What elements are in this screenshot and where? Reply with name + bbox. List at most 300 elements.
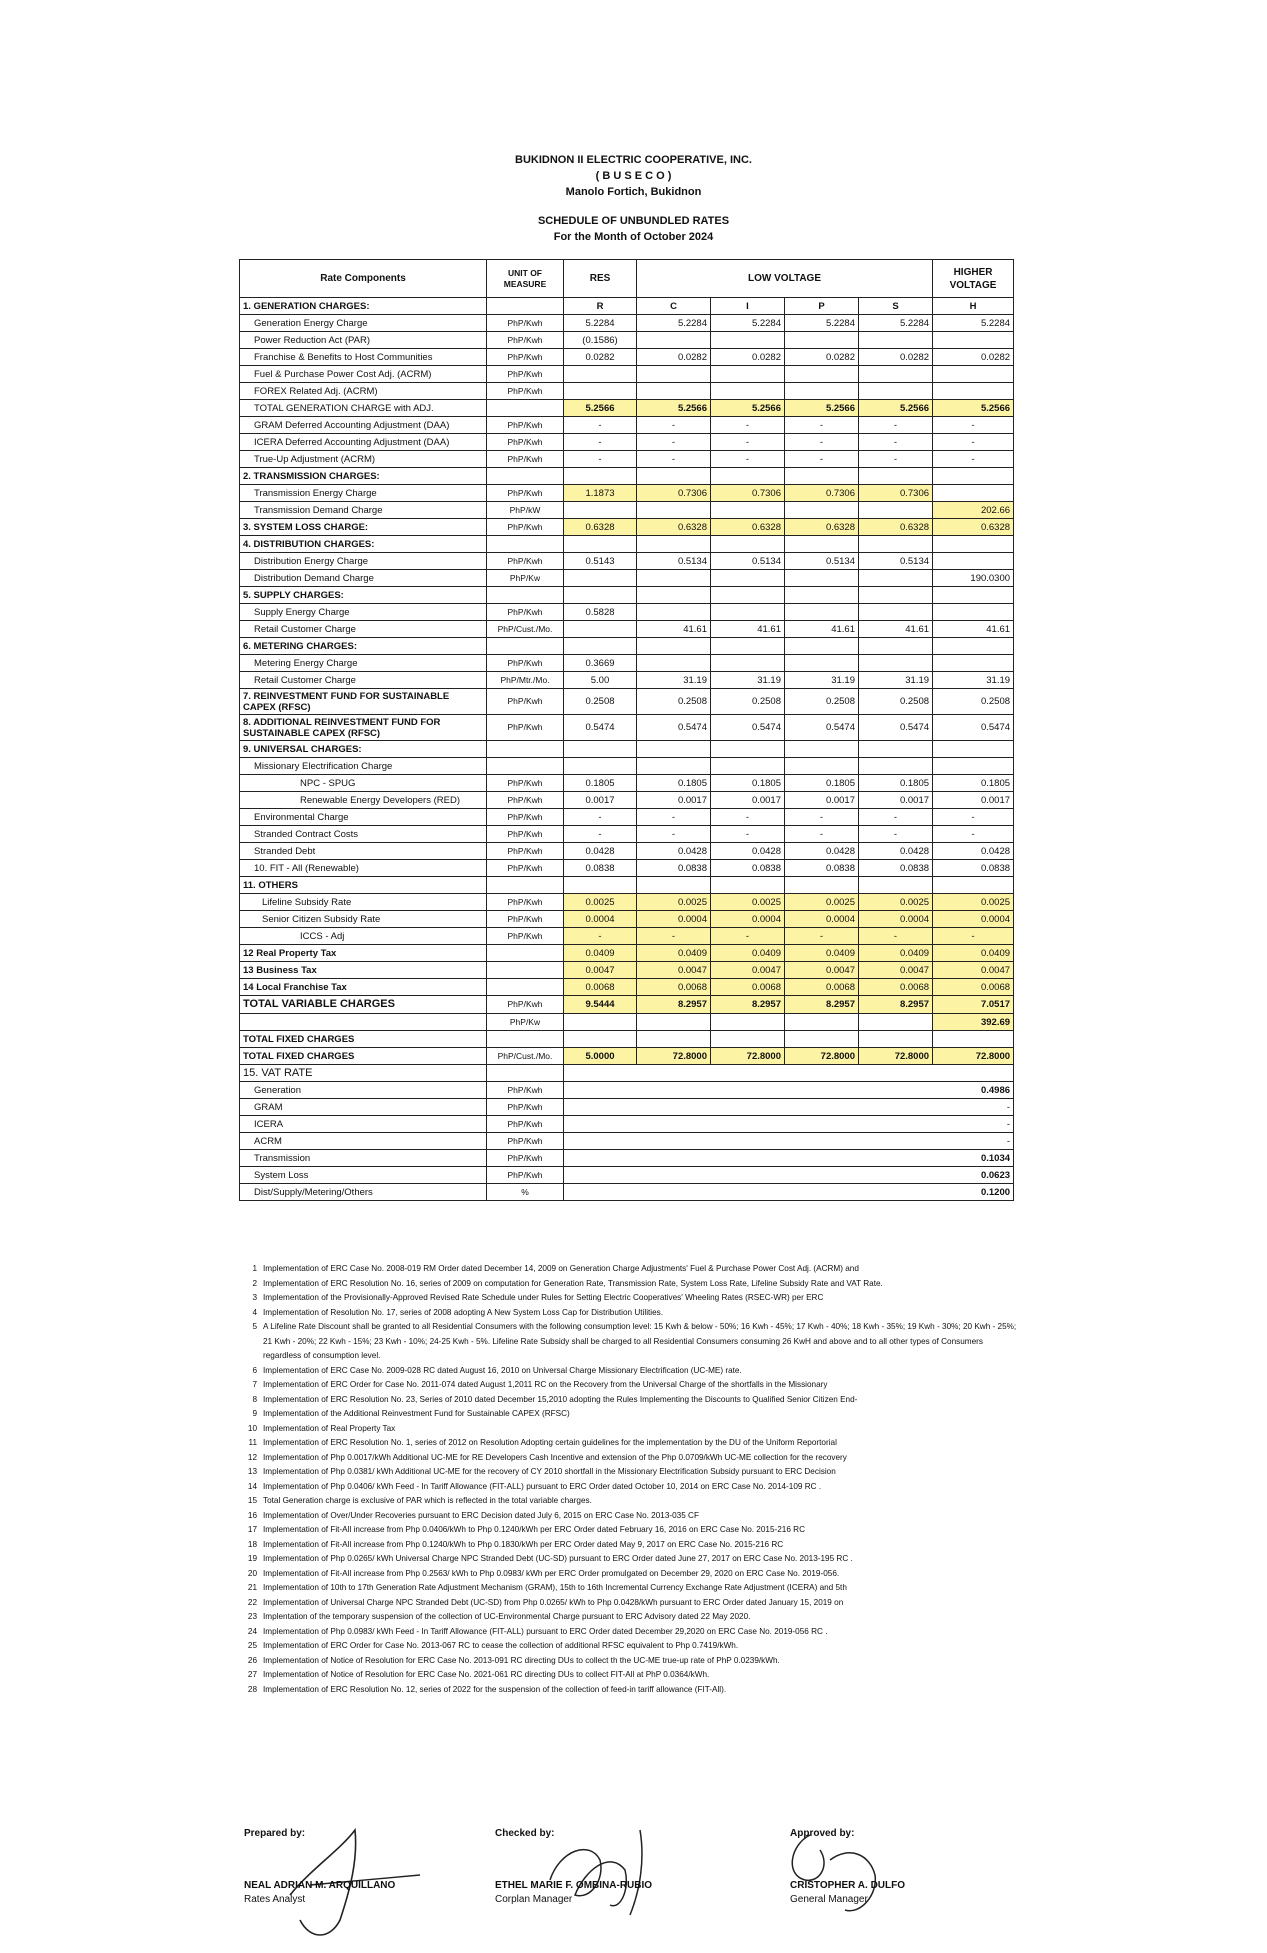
footnote-text: Implementation of ERC Order for Case No. 2013-067 RC to cease the collection of additional RFSC equivalent to Php 0.7419/kWh.: [263, 1641, 739, 1650]
rate-value: [637, 502, 711, 519]
footnote-text: Implementation of ERC Case No. 2009-028 RC dated August 16, 2010 on Universal Charge Missionary Electrification (UC-ME) rate.: [263, 1365, 742, 1375]
prepared-by-title: Rates Analyst: [244, 1894, 306, 1905]
rate-value: 0.0428: [859, 843, 933, 860]
footnote-text: Implementation of ERC Order for Case No. 2011-074 dated August 1,2011 RC on the Recovery from the Universal Charge of the shortfalls in the Missionary: [263, 1380, 828, 1389]
rate-value: 392.69: [933, 1014, 1014, 1031]
rate-value: S: [859, 298, 933, 315]
footnote-item: [239, 1509, 1019, 1524]
rate-component-label: 5. SUPPLY CHARGES:: [240, 587, 487, 604]
rate-value: 5.2566: [785, 400, 859, 417]
rate-value: 0.2508: [859, 689, 933, 715]
rate-value: [933, 758, 1014, 775]
rate-value: 7.0517: [933, 996, 1014, 1014]
rate-value: 0.0047: [933, 962, 1014, 979]
rate-value: -: [859, 826, 933, 843]
rate-component-label: 15. VAT RATE: [240, 1065, 487, 1082]
rate-value: 0.5134: [859, 553, 933, 570]
empty-cell: [859, 536, 933, 553]
unit-of-measure: PhP/Kwh: [487, 792, 564, 809]
footnote-text: Implementation of Php 0.0406/ kWh Feed - In Tariff Allowance (FIT-ALL) pursuant to ERC Order dated October 10, 2014 on ERC Case No. 2014-109 RC .: [263, 1481, 822, 1491]
rate-value: [564, 570, 637, 587]
rate-value: 0.5134: [711, 553, 785, 570]
rate-value: -: [785, 451, 859, 468]
footnote-text: Implentation of the temporary suspension of the collection of UC-Environmental Charge pursuant to ERC Advisory dated 22 May 2020.: [263, 1612, 751, 1621]
footnote-item: [239, 1625, 1019, 1640]
empty-cell: [637, 536, 711, 553]
rate-value: 31.19: [859, 672, 933, 689]
rate-value: 0.0004: [711, 911, 785, 928]
rate-value: 31.19: [785, 672, 859, 689]
rate-value: 5.2566: [933, 400, 1014, 417]
footnote-item: [239, 1320, 1019, 1364]
rate-value: 72.8000: [637, 1048, 711, 1065]
rate-value: -: [564, 809, 637, 826]
rate-value: 0.0047: [637, 962, 711, 979]
rate-value: [859, 366, 933, 383]
footnote-text: A Lifeline Rate Discount shall be granted to all Residential Consumers with the following consumption level: 15 Kwh & below - 50%; 16 Kwh - 45%; 17 Kwh - 40%; 18 Kwh - 35%; 19 Kwh - 30%; 20 Kwh - 25%; 21 Kwh - 20%; 22 Kwh - 15%; 23 Kwh - 10%; 24-25 Kwh - 5%. Lifeline Rate Subsidy shall be charged to all Residential Consumers consuming 26 KwH and above and to all other types of Consumers regardless of consumption level.: [263, 1322, 1017, 1360]
rate-value: 0.1805: [564, 775, 637, 792]
vat-value: -: [564, 1099, 1014, 1116]
rate-component-label: Stranded Debt: [240, 843, 487, 860]
company-name: BUKIDNON II ELECTRIC COOPERATIVE, INC.: [515, 154, 752, 166]
rate-component-label: FOREX Related Adj. (ACRM): [240, 383, 487, 400]
rate-value: -: [933, 826, 1014, 843]
rate-value: [637, 758, 711, 775]
rate-value: 0.5134: [637, 553, 711, 570]
rate-row: [240, 1082, 1014, 1099]
rate-value: 0.0068: [785, 979, 859, 996]
rate-value: 41.61: [637, 621, 711, 638]
rate-value: 0.0025: [933, 894, 1014, 911]
rate-value: 8.2957: [859, 996, 933, 1014]
rate-component-label: Transmission Energy Charge: [240, 485, 487, 502]
rate-value: 1.1873: [564, 485, 637, 502]
rate-component-label: Distribution Demand Charge: [240, 570, 487, 587]
empty-cell: [564, 877, 637, 894]
footnote-number: 19: [247, 1554, 257, 1563]
footnote-number: 10: [247, 1423, 257, 1433]
footnote-text: Implementation of Over/Under Recoveries pursuant to ERC Decision dated July 6, 2015 on ERC Case No. 2013-035 CF: [263, 1510, 699, 1520]
rate-value: [637, 1014, 711, 1031]
empty-cell: [637, 741, 711, 758]
rate-value: -: [785, 826, 859, 843]
rate-value: 0.1805: [637, 775, 711, 792]
rate-value: 0.0004: [933, 911, 1014, 928]
footnote-item: [239, 1480, 1019, 1495]
footnote-item: [239, 1538, 1019, 1553]
unit-of-measure: PhP/Kwh: [487, 417, 564, 434]
rate-row: [240, 792, 1014, 809]
footnote-text: Implementation of ERC Resolution No. 16, series of 2009 on computation for Generation Rate, Transmission Rate, System Loss Rate, Lifeline Subsidy Rate and VAT Rate.: [263, 1278, 883, 1288]
rate-row: [240, 826, 1014, 843]
footnote-item: [239, 1465, 1019, 1480]
unit-of-measure: PhP/Cust./Mo.: [487, 1048, 564, 1065]
rate-component-label: Transmission: [240, 1150, 487, 1167]
rate-value: 5.00: [564, 672, 637, 689]
unit-of-measure: [487, 979, 564, 996]
rate-component-label: 3. SYSTEM LOSS CHARGE:: [240, 519, 487, 536]
rate-value: 0.2508: [785, 689, 859, 715]
rate-row: [240, 911, 1014, 928]
footnote-text: Implementation of Php 0.0265/ kWh Universal Charge NPC Stranded Debt (UC-SD) pursuant to ERC Order dated June 27, 2017 on ERC Case No. 2013-195 RC .: [263, 1554, 853, 1563]
rate-component-label: 10. FIT - All (Renewable): [240, 860, 487, 877]
empty-cell: [637, 877, 711, 894]
footnote-text: Implementation of Notice of Resolution for ERC Case No. 2013-091 RC directing DUs to collect th the UC-ME true-up rate of PhP 0.0239/kWh.: [263, 1655, 780, 1665]
approved-by-title: General Manager: [790, 1894, 868, 1905]
footnote-number: 8: [252, 1394, 257, 1404]
rate-component-label: GRAM: [240, 1099, 487, 1116]
unit-of-measure: PhP/Kwh: [487, 1082, 564, 1099]
footnote-number: 3: [252, 1293, 257, 1302]
empty-cell: [711, 536, 785, 553]
rate-row: [240, 877, 1014, 894]
rate-value: [785, 366, 859, 383]
rate-value: 5.2566: [637, 400, 711, 417]
rate-row: [240, 775, 1014, 792]
empty-cell: [859, 638, 933, 655]
rate-row: [240, 809, 1014, 826]
empty-cell: [785, 536, 859, 553]
rate-value: -: [637, 417, 711, 434]
empty-cell: [785, 468, 859, 485]
empty-cell: [859, 468, 933, 485]
rate-value: 0.0409: [637, 945, 711, 962]
unit-of-measure: PhP/Kwh: [487, 1150, 564, 1167]
empty-cell: [564, 741, 637, 758]
approved-by-name: CRISTOPHER A. DULFO: [790, 1880, 906, 1891]
rate-component-label: Power Reduction Act (PAR): [240, 332, 487, 349]
rate-value: 5.2284: [637, 315, 711, 332]
rate-component-label: Supply Energy Charge: [240, 604, 487, 621]
vat-value: 0.0623: [564, 1167, 1014, 1184]
header-low-voltage: LOW VOLTAGE: [637, 260, 933, 298]
rate-value: [785, 1014, 859, 1031]
rate-row: [240, 536, 1014, 553]
rate-value: 0.6328: [859, 519, 933, 536]
checked-by-block: [495, 1827, 652, 1907]
rate-value: 41.61: [785, 621, 859, 638]
rate-row: [240, 570, 1014, 587]
rate-value: 0.0004: [859, 911, 933, 928]
rate-component-label: TOTAL VARIABLE CHARGES: [240, 996, 487, 1014]
rate-value: 0.0409: [711, 945, 785, 962]
rate-value: 0.0004: [637, 911, 711, 928]
company-address: Manolo Fortich, Bukidnon: [565, 186, 702, 198]
rate-value: -: [711, 451, 785, 468]
rate-value: 0.0428: [785, 843, 859, 860]
rate-row: [240, 468, 1014, 485]
rate-value: -: [859, 451, 933, 468]
rate-value: 0.6328: [933, 519, 1014, 536]
rate-value: 0.0025: [785, 894, 859, 911]
rate-value: 41.61: [711, 621, 785, 638]
rate-value: [564, 1031, 637, 1048]
rate-value: [564, 366, 637, 383]
rate-row: [240, 672, 1014, 689]
rate-value: 0.0017: [711, 792, 785, 809]
footnote-text: Implementation of Resolution No. 17, series of 2008 adopting A New System Loss Cap for Distribution Utilities.: [263, 1307, 664, 1317]
rate-value: 0.0838: [785, 860, 859, 877]
rate-value: [933, 553, 1014, 570]
unit-of-measure: PhP/Kwh: [487, 332, 564, 349]
unit-of-measure: PhP/Kwh: [487, 996, 564, 1014]
unit-of-measure: [487, 400, 564, 417]
rate-row: [240, 1048, 1014, 1065]
rate-value: 0.0282: [637, 349, 711, 366]
footnote-text: Implementation of Php 0.0381/ kWh Additional UC-ME for the recovery of CY 2010 shortfall in the Missionary Electrification Subsidy pursuant to ERC Decision: [263, 1467, 836, 1476]
rate-value: 72.8000: [859, 1048, 933, 1065]
rate-value: [859, 570, 933, 587]
rate-component-label: Distribution Energy Charge: [240, 553, 487, 570]
rate-value: (0.1586): [564, 332, 637, 349]
rate-component-label: 9. UNIVERSAL CHARGES:: [240, 741, 487, 758]
rate-value: -: [564, 451, 637, 468]
rate-value: [785, 1031, 859, 1048]
footnote-item: [239, 1567, 1019, 1582]
footnote-item: [239, 1422, 1019, 1437]
rate-component-label: 4. DISTRIBUTION CHARGES:: [240, 536, 487, 553]
rate-component-label: Generation Energy Charge: [240, 315, 487, 332]
empty-cell: [564, 1065, 1014, 1082]
rate-value: [933, 366, 1014, 383]
footnote-text: Implementation of ERC Resolution No. 12, series of 2022 for the suspension of the collection of feed-in tariff allowance (FIT-All).: [263, 1684, 727, 1694]
rate-value: 0.0838: [859, 860, 933, 877]
rate-value: 0.1805: [785, 775, 859, 792]
rate-value: 0.7306: [859, 485, 933, 502]
rate-row: [240, 604, 1014, 621]
empty-cell: [785, 638, 859, 655]
rate-value: [637, 655, 711, 672]
rate-component-label: ICCS - Adj: [240, 928, 487, 945]
rate-component-label: True-Up Adjustment (ACRM): [240, 451, 487, 468]
empty-cell: [564, 468, 637, 485]
rate-value: 0.0282: [564, 349, 637, 366]
footnote-number: 18: [247, 1539, 257, 1549]
rate-value: 0.5134: [785, 553, 859, 570]
rate-component-label: Renewable Energy Developers (RED): [240, 792, 487, 809]
rate-value: 0.0017: [564, 792, 637, 809]
footnote-number: 27: [247, 1670, 257, 1679]
rate-value: [933, 383, 1014, 400]
rate-row: [240, 1014, 1014, 1031]
rate-value: 5.2284: [785, 315, 859, 332]
rate-row: [240, 1031, 1014, 1048]
rate-value: 8.2957: [711, 996, 785, 1014]
unit-of-measure: PhP/Kwh: [487, 1099, 564, 1116]
rate-value: [711, 604, 785, 621]
footnote-item: [239, 1277, 1019, 1292]
rate-value: 0.0047: [564, 962, 637, 979]
rate-component-label: Transmission Demand Charge: [240, 502, 487, 519]
rate-row: [240, 1184, 1014, 1201]
checked-by-label: Checked by:: [495, 1828, 555, 1839]
rate-value: 0.0838: [564, 860, 637, 877]
footnote-number: 26: [247, 1655, 257, 1665]
rate-row: [240, 979, 1014, 996]
rate-value: 0.5828: [564, 604, 637, 621]
unit-of-measure: PhP/Kwh: [487, 860, 564, 877]
footnote-item: [239, 1654, 1019, 1669]
footnote-text: Implementation of Real Property Tax: [263, 1423, 396, 1433]
empty-cell: [933, 536, 1014, 553]
rate-row: [240, 434, 1014, 451]
rate-value: [859, 502, 933, 519]
rate-value: [637, 604, 711, 621]
footnote-item: [239, 1291, 1019, 1306]
rate-value: -: [933, 809, 1014, 826]
unit-of-measure: PhP/Kwh: [487, 894, 564, 911]
rate-value: 0.5474: [933, 715, 1014, 741]
footnote-number: 21: [247, 1583, 257, 1592]
rate-value: 31.19: [711, 672, 785, 689]
rate-row: [240, 553, 1014, 570]
rate-value: 72.8000: [711, 1048, 785, 1065]
vat-value: 0.4986: [564, 1082, 1014, 1099]
footnotes: [239, 1262, 1019, 1697]
unit-of-measure: PhP/Kwh: [487, 349, 564, 366]
footnote-text: Implementation of the Additional Reinvestment Fund for Sustainable CAPEX (RFSC): [263, 1409, 570, 1418]
footnote-item: [239, 1378, 1019, 1393]
rate-value: [785, 655, 859, 672]
rate-value: P: [785, 298, 859, 315]
unit-of-measure: PhP/kW: [487, 502, 564, 519]
company-acronym: ( B U S E C O ): [595, 170, 672, 182]
footnote-item: [239, 1552, 1019, 1567]
rate-component-label: Stranded Contract Costs: [240, 826, 487, 843]
rate-value: -: [564, 826, 637, 843]
rate-value: 0.5474: [564, 715, 637, 741]
unbundled-rates-table: [239, 259, 1014, 1201]
rate-value: 0.0025: [711, 894, 785, 911]
footnote-number: 14: [247, 1481, 257, 1491]
rate-value: -: [785, 809, 859, 826]
document-period: For the Month of October 2024: [553, 231, 714, 243]
rate-value: -: [711, 928, 785, 945]
footnote-number: 17: [247, 1525, 257, 1534]
rate-value: -: [933, 434, 1014, 451]
unit-of-measure: [487, 1031, 564, 1048]
unit-of-measure: PhP/Kwh: [487, 928, 564, 945]
rate-component-label: 1. GENERATION CHARGES:: [240, 298, 487, 315]
unit-of-measure: PhP/Kwh: [487, 911, 564, 928]
rate-component-label: ACRM: [240, 1133, 487, 1150]
document-title: SCHEDULE OF UNBUNDLED RATES: [537, 215, 730, 227]
rate-value: [711, 758, 785, 775]
footnote-text: Implementation of Php 0.0983/ kWh Feed - In Tariff Allowance (FIT-ALL) pursuant to ERC Order dated December 29,2020 on ERC Case No. 2019-056 RC .: [263, 1626, 828, 1636]
rate-value: 31.19: [933, 672, 1014, 689]
rate-row: [240, 962, 1014, 979]
rate-value: R: [564, 298, 637, 315]
rate-value: 0.5474: [859, 715, 933, 741]
rate-value: -: [637, 451, 711, 468]
unit-of-measure: PhP/Kwh: [487, 553, 564, 570]
footnote-text: Implementation of Fit-All increase from Php 0.2563/ kWh to Php 0.0983/ kWh per ERC Order promulgated on December 29, 2020 on ERC Case No. 2019-056.: [263, 1568, 840, 1578]
rate-row: [240, 1167, 1014, 1184]
footnote-item: [239, 1451, 1019, 1466]
rate-value: 5.0000: [564, 1048, 637, 1065]
rate-value: I: [711, 298, 785, 315]
footnote-text: Implementation of 10th to 17th Generation Rate Adjustment Mechanism (GRAM), 15th to 16th Incremental Currency Exchange Rate Adjustment (ICERA) and 5th: [263, 1583, 847, 1592]
rate-value: 5.2284: [859, 315, 933, 332]
rate-value: 41.61: [933, 621, 1014, 638]
unit-of-measure: PhP/Kwh: [487, 434, 564, 451]
empty-cell: [487, 536, 564, 553]
rate-value: 0.5474: [637, 715, 711, 741]
rate-value: [564, 502, 637, 519]
footnote-item: [239, 1639, 1019, 1654]
rate-value: C: [637, 298, 711, 315]
vat-value: 0.1200: [564, 1184, 1014, 1201]
vat-value: -: [564, 1116, 1014, 1133]
rate-value: [933, 485, 1014, 502]
empty-cell: [487, 741, 564, 758]
rate-row: [240, 451, 1014, 468]
rate-component-label: Franchise & Benefits to Host Communities: [240, 349, 487, 366]
empty-cell: [785, 877, 859, 894]
footnote-number: 24: [247, 1626, 257, 1636]
empty-cell: [487, 468, 564, 485]
rate-value: -: [785, 434, 859, 451]
rate-value: -: [564, 434, 637, 451]
unit-of-measure: PhP/Kwh: [487, 809, 564, 826]
rate-row: [240, 332, 1014, 349]
rate-component-label: NPC - SPUG: [240, 775, 487, 792]
rate-row: [240, 655, 1014, 672]
footnote-number: 15: [247, 1496, 257, 1505]
rate-row: [240, 383, 1014, 400]
rate-value: 0.0068: [859, 979, 933, 996]
unit-of-measure: PhP/Kwh: [487, 1116, 564, 1133]
footnote-text: Total Generation charge is exclusive of PAR which is reflected in the total variable charges.: [263, 1496, 592, 1505]
header-rate-components: Rate Components: [240, 260, 487, 298]
footnote-item: [239, 1436, 1019, 1451]
rate-value: 0.0428: [564, 843, 637, 860]
rate-value: 8.2957: [785, 996, 859, 1014]
footnote-item: [239, 1306, 1019, 1321]
unit-of-measure: PhP/Mtr./Mo.: [487, 672, 564, 689]
rate-value: 0.0428: [711, 843, 785, 860]
header-res: RES: [564, 260, 637, 298]
rate-component-label: 12 Real Property Tax: [240, 945, 487, 962]
rate-value: [637, 570, 711, 587]
rate-value: [785, 604, 859, 621]
rate-value: 31.19: [637, 672, 711, 689]
rate-value: -: [637, 826, 711, 843]
rate-value: 41.61: [859, 621, 933, 638]
approved-by-block: [790, 1827, 905, 1907]
prepared-by-name: NEAL ADRIAN M. ARQUILLANO: [244, 1880, 396, 1891]
rate-value: -: [564, 417, 637, 434]
rate-component-label: 11. OTHERS: [240, 877, 487, 894]
empty-cell: [711, 587, 785, 604]
footnote-number: 6: [252, 1365, 257, 1375]
footnote-item: [239, 1668, 1019, 1683]
empty-cell: [785, 587, 859, 604]
rate-value: [637, 366, 711, 383]
rate-value: -: [859, 434, 933, 451]
footnote-text: Implementation of the Provisionally-Approved Revised Rate Schedule under Rules for Setting Electric Cooperatives' Wheeling Rates (RSEC-WR) per ERC: [263, 1293, 824, 1302]
rate-component-label: ICERA: [240, 1116, 487, 1133]
footnote-text: Implementation of Universal Charge NPC Stranded Debt (UC-SD) from Php 0.0265/ kWh to Php 0.0428/kWh pursuant to ERC Order dated January 15, 2019 on: [263, 1597, 844, 1607]
checked-by-title: Corplan Manager: [495, 1894, 573, 1905]
empty-cell: [487, 1065, 564, 1082]
rate-component-label: Senior Citizen Subsidy Rate: [240, 911, 487, 928]
rate-value: 0.0068: [637, 979, 711, 996]
rate-value: -: [711, 434, 785, 451]
rate-value: 72.8000: [933, 1048, 1014, 1065]
unit-of-measure: PhP/Kwh: [487, 826, 564, 843]
rate-row: [240, 366, 1014, 383]
